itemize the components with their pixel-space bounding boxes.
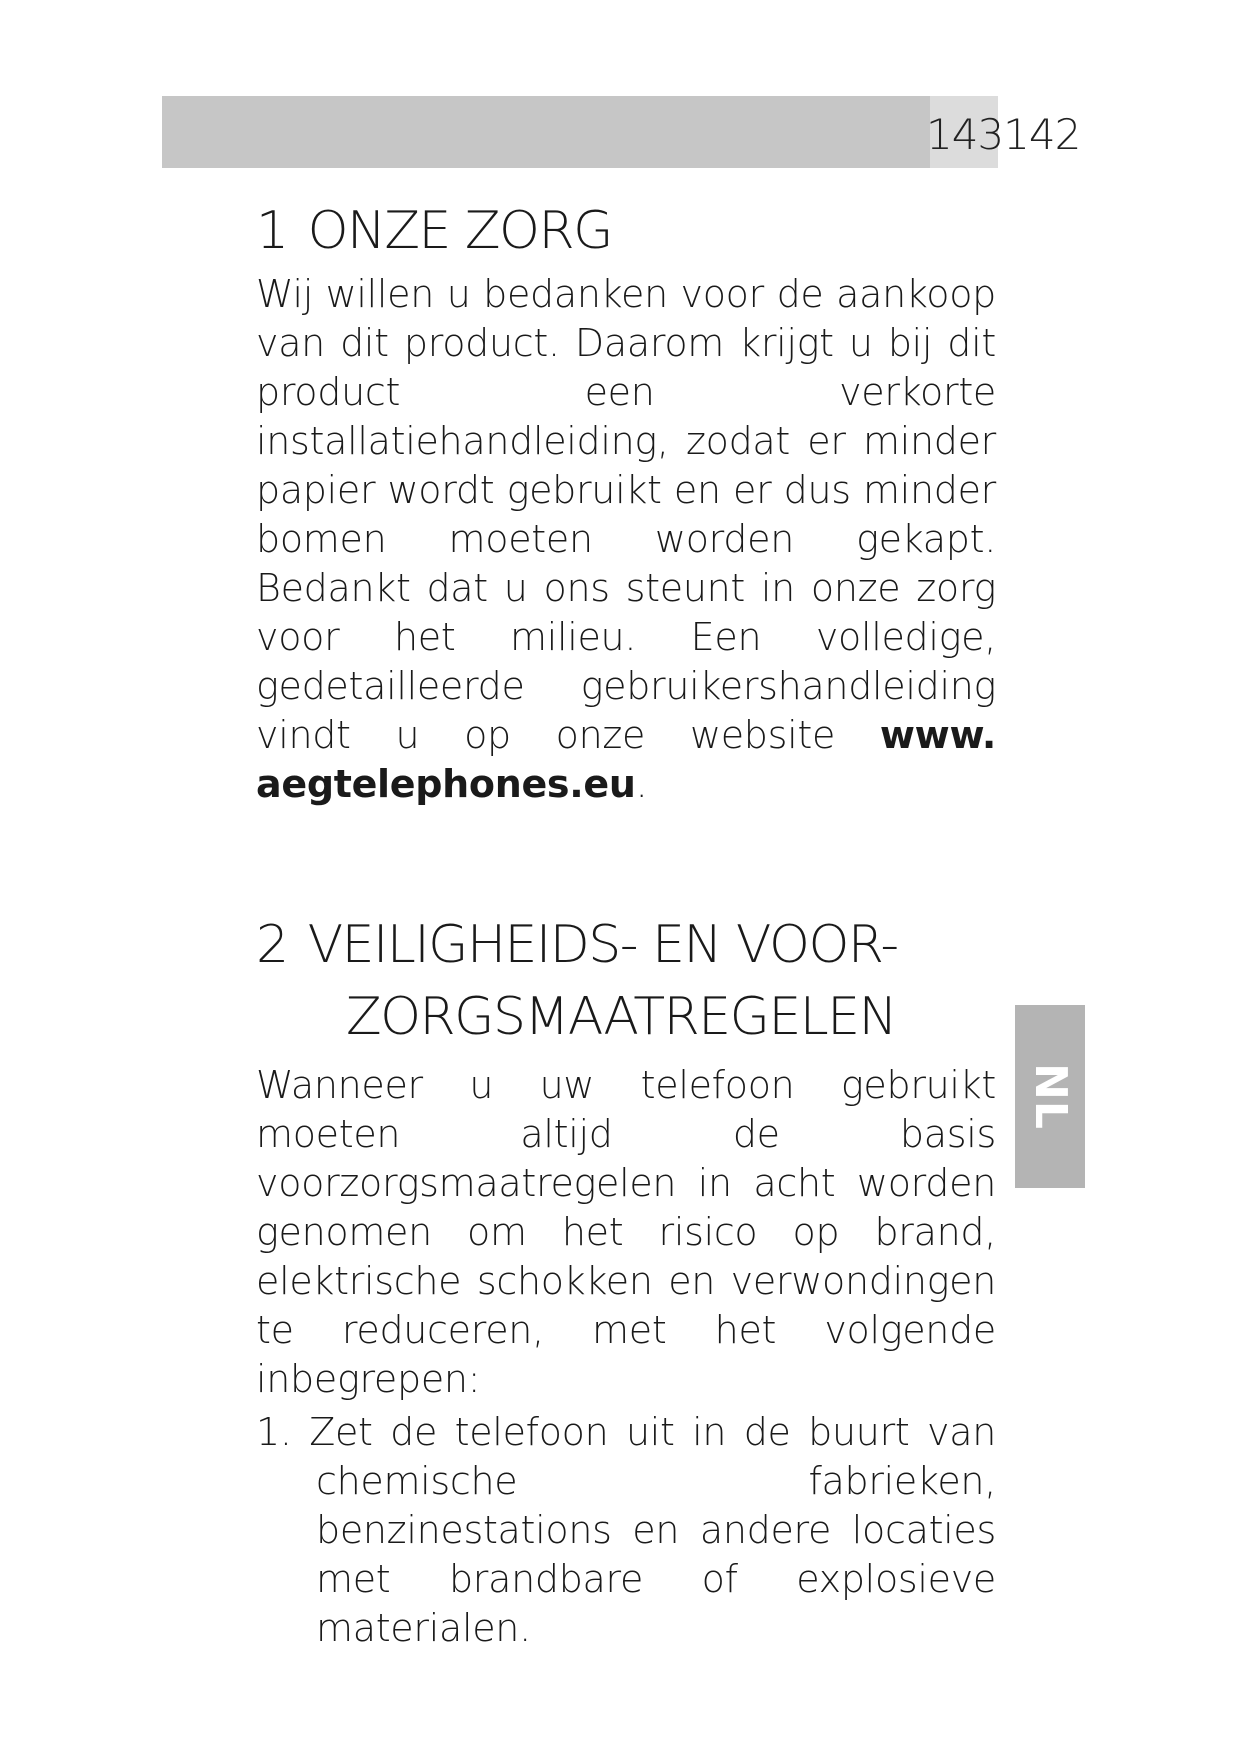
section-1-heading <box>256 200 996 262</box>
language-label: NL <box>1024 1063 1076 1130</box>
website-link[interactable]: www. aegtelephones.eu <box>256 713 996 806</box>
section-2-title-line-2: ZORGSMAATREGELEN <box>346 987 897 1047</box>
language-tab <box>1015 1005 1085 1188</box>
section-2-heading <box>256 909 996 1053</box>
precautions-list <box>256 1408 996 1653</box>
section-1-title: ONZE ZORG <box>307 201 612 261</box>
page-content <box>256 200 996 1653</box>
section-1-end: . <box>635 762 648 806</box>
section-1-body <box>256 270 996 809</box>
section-1-text: Wij willen u bedanken voor de aankoop van dit product. Daarom krijgt u bij dit product een verkorte installatiehandleiding, zodat er minder papier wordt gebruikt en er dus minder bomen moeten worden gekapt. Bedankt dat u ons steunt in onze zorg voor het milieu. Een volledige, gedetailleerde gebruikershandleiding vindt u op onze website <box>256 272 996 757</box>
section-2-number: 2 <box>256 915 288 975</box>
section-2-title-line-1: VEILIGHEIDS- EN VOOR- <box>307 915 898 975</box>
section-2-body: Wanneer u uw telefoon gebruikt moeten altijd de basis voorzorgsmaatregelen in acht worden genomen om het risico op brand, elektrische schokken en verwondingen te reduceren, met het volgende inbegrepen: <box>256 1063 996 1401</box>
list-item-marker: 1. <box>256 1410 292 1454</box>
page-code: 143142 <box>926 110 1081 159</box>
list-item <box>256 1408 996 1653</box>
list-item-text: Zet de telefoon uit in de buurt van chemische fabrieken, benzinestations en andere locaties met brandbare of explosieve materialen. <box>309 1410 996 1650</box>
header-bar <box>162 96 998 168</box>
section-1-number: 1 <box>256 201 288 261</box>
